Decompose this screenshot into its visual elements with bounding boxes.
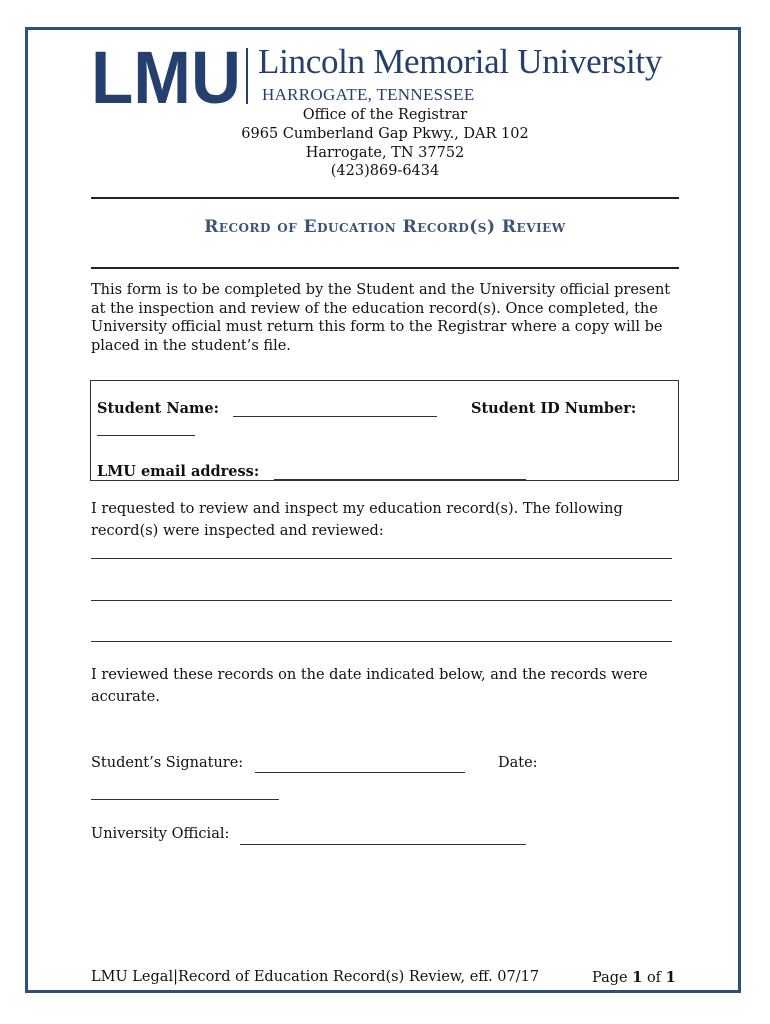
date-field[interactable] [91, 799, 279, 800]
page-total: 1 [665, 969, 676, 986]
student-name-label: Student Name: [97, 400, 219, 417]
logo-divider [246, 48, 248, 104]
student-id-field[interactable] [97, 435, 195, 436]
signature-label: Student’s Signature: [91, 755, 244, 771]
official-label: University Official: [91, 826, 230, 842]
footer-doc-info: LMU Legal|Record of Education Record(s) Review, eff. 07/17 [91, 969, 540, 985]
official-field[interactable] [240, 844, 526, 845]
record-line-3[interactable] [91, 641, 672, 642]
title-rule-top [91, 197, 679, 199]
university-name: Lincoln Memorial University [258, 42, 663, 81]
office-name: Office of the Registrar [302, 107, 468, 123]
form-title: Record of Education Record(s) Review [204, 217, 566, 237]
email-label: LMU email address: [97, 463, 260, 480]
phone-number: (423)869-6434 [330, 163, 440, 179]
record-line-2[interactable] [91, 600, 672, 601]
page-prefix: Page [592, 970, 628, 986]
student-id-label: Student ID Number: [471, 400, 637, 417]
student-name-field[interactable] [233, 416, 437, 417]
lmu-logo-text: LMU [91, 45, 241, 105]
email-field[interactable] [274, 479, 526, 480]
city-address: Harrogate, TN 37752 [305, 145, 465, 161]
page-of: of [646, 970, 662, 986]
university-location: HARROGATE, TENNESSEE [262, 85, 475, 104]
confirm-text: I reviewed these records on the date indicated below, and the records were accurate. [91, 667, 648, 705]
date-label: Date: [498, 755, 538, 771]
signature-field[interactable] [255, 772, 465, 773]
street-address: 6965 Cumberland Gap Pkwy., DAR 102 [241, 126, 529, 142]
lmu-logo [91, 45, 241, 105]
page-number [592, 969, 676, 986]
page-current: 1 [632, 969, 643, 986]
record-line-1[interactable] [91, 558, 672, 559]
intro-paragraph: This form is to be completed by the Student and the University official present at the inspection and review of the education record(s). Once completed, the University official must return this form to the Registrar where a copy will be placed in the student’s file. [91, 282, 671, 354]
request-text: I requested to review and inspect my education record(s). The following record(s) were inspected and reviewed: [91, 501, 623, 539]
title-rule-bottom [91, 267, 679, 269]
